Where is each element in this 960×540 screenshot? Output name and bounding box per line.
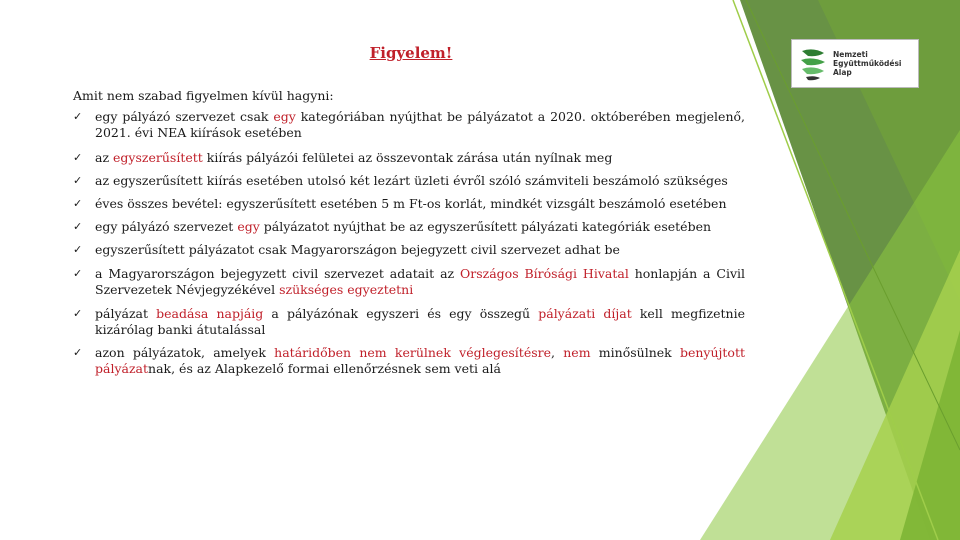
list-item	[73, 242, 745, 258]
item-text: egy pályázó szervezet egy pályázatot nyújthat be az egyszerűsített pályázati kategóriák esetében	[95, 219, 712, 234]
check-icon: ✓	[73, 346, 83, 359]
check-icon: ✓	[73, 151, 83, 164]
slide-title: Figyelem!	[369, 44, 453, 62]
nea-logo	[791, 39, 919, 88]
list-item	[73, 219, 745, 235]
check-icon: ✓	[73, 307, 83, 320]
item-text: a Magyarországon bejegyzett civil szervezet adatait az Országos Bírósági Hivatal honlapján a Civil Szervezetek Névjegyzékével szükséges egyeztetni	[95, 266, 745, 297]
check-icon: ✓	[73, 220, 83, 233]
item-text: azon pályázatok, amelyek határidőben nem kerülnek véglegesítésre, nem minősülnek benyújtott pályázatnak, és az Alapkezelő formai ellenőrzésnek sem veti alá	[95, 345, 746, 376]
list-item	[73, 196, 745, 212]
list-item	[73, 109, 745, 140]
intro-text: Amit nem szabad figyelmen kívül hagyni:	[73, 88, 334, 103]
logo-mark-icon	[798, 47, 828, 81]
item-text: egy pályázó szervezet csak egy kategóriában nyújthat be pályázatot a 2020. októberében megjelenő, 2021. évi NEA kiírások esetében	[95, 109, 745, 140]
check-icon: ✓	[73, 243, 83, 256]
item-text: éves összes bevétel: egyszerűsített esetében 5 m Ft-os korlát, mindkét vizsgált beszámoló esetében	[95, 196, 727, 211]
list-item	[73, 345, 745, 376]
logo-text: Nemzeti Együttműködési Alap	[833, 50, 902, 77]
check-icon: ✓	[73, 197, 83, 210]
item-text: az egyszerűsített kiírás pályázói felületei az összevontak zárása után nyílnak meg	[95, 150, 613, 165]
list-item	[73, 306, 745, 337]
item-text: egyszerűsített pályázatot csak Magyarországon bejegyzett civil szervezet adhat be	[95, 242, 620, 257]
list-item	[73, 266, 745, 297]
check-icon: ✓	[73, 174, 83, 187]
list-item	[73, 173, 745, 189]
item-text: az egyszerűsített kiírás esetében utolsó két lezárt üzleti évről szóló számviteli beszámoló szükséges	[95, 173, 728, 188]
check-icon: ✓	[73, 267, 83, 280]
list-item	[73, 150, 745, 166]
item-text: pályázat beadása napjáig a pályázónak egyszeri és egy összegű pályázati díjat kell megfizetnie kizárólag banki átutalással	[95, 306, 745, 337]
check-icon: ✓	[73, 110, 83, 123]
